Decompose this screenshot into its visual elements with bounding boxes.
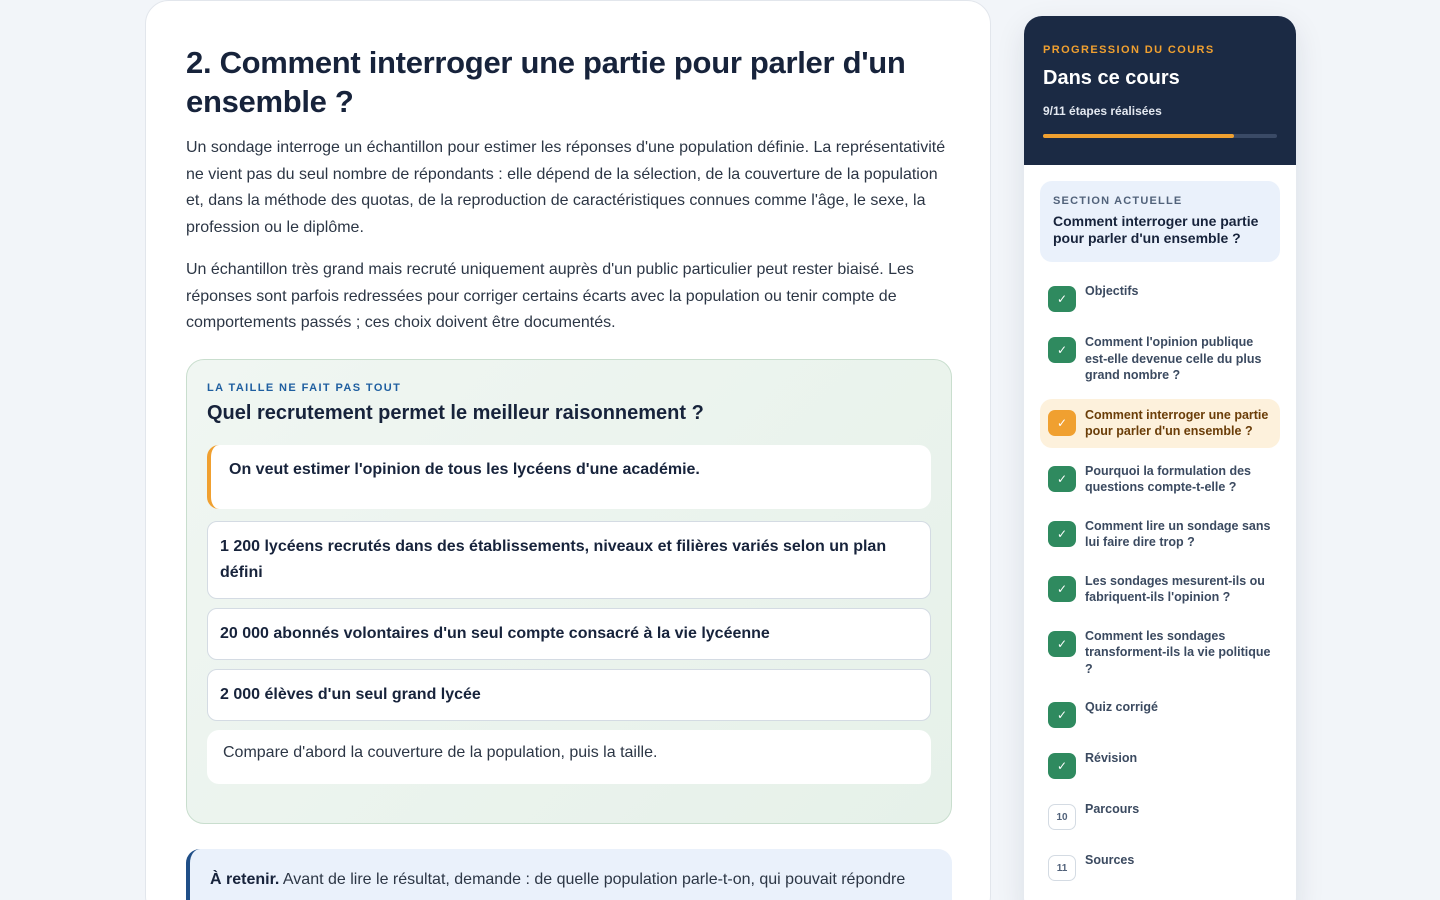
sidebar-step-label: Révision — [1085, 751, 1138, 765]
sidebar-step-7[interactable] — [1040, 621, 1280, 685]
sidebar-step-label: Les sondages mesurent-ils ou fabriquent-ils l'opinion ? — [1085, 573, 1265, 604]
sidebar-step-4[interactable] — [1040, 456, 1280, 503]
quiz-hint: Compare d'abord la couverture de la population, puis la taille. — [207, 730, 931, 784]
check-icon: ✓ — [1048, 576, 1076, 602]
lesson-card — [145, 0, 991, 900]
sidebar-step-label: Comment l'opinion publique est-elle devenue celle du plus grand nombre ? — [1085, 335, 1262, 382]
progress-bar — [1043, 134, 1277, 138]
sidebar-step-1[interactable] — [1040, 276, 1280, 319]
sidebar-step-label: Sources — [1085, 853, 1135, 867]
quiz-box — [186, 359, 952, 824]
current-section-kicker: SECTION ACTUELLE — [1053, 195, 1183, 207]
sidebar-kicker: PROGRESSION DU COURS — [1043, 44, 1215, 56]
check-icon: ✓ — [1048, 521, 1076, 547]
sidebar-title: Dans ce cours — [1043, 67, 1180, 89]
sidebar-step-9[interactable] — [1040, 743, 1280, 786]
quiz-question: Quel recrutement permet le meilleur raisonnement ? — [207, 401, 704, 424]
steps-list — [1040, 276, 1280, 888]
check-icon: ✓ — [1048, 702, 1076, 728]
paragraph-1: Un sondage interroge un échantillon pour estimer les réponses d'une population définie. La représentativité ne vient pas du seul nombre de répondants : elle dépend de la sélection, de la couverture de la population et, dans la méthode des quotas, de la reproduction de caractéristiques connues comme l'âge, le sexe, la profession ou le diplôme. — [186, 139, 946, 236]
sidebar-header — [1024, 16, 1296, 165]
sidebar-step-label: Comment lire un sondage sans lui faire dire trop ? — [1085, 518, 1271, 549]
sidebar-step-label: Objectifs — [1085, 284, 1139, 298]
sidebar-step-8[interactable] — [1040, 692, 1280, 735]
check-icon: ✓ — [1048, 631, 1076, 657]
sidebar-step-label: Parcours — [1085, 802, 1140, 816]
sidebar-step-label: Pourquoi la formulation des questions compte-t-elle ? — [1085, 463, 1251, 494]
sidebar-step-2[interactable] — [1040, 327, 1280, 391]
remember-label: À retenir. — [210, 870, 280, 888]
check-icon: ✓ — [1048, 410, 1076, 436]
quiz-scenario: On veut estimer l'opinion de tous les lycéens d'une académie. — [207, 445, 931, 509]
check-icon: ✓ — [1048, 466, 1076, 492]
section-title: 2. Comment interroger une partie pour parler d'un ensemble ? — [186, 45, 906, 119]
check-icon: ✓ — [1048, 337, 1076, 363]
sidebar-step-3[interactable] — [1040, 399, 1280, 448]
sidebar-step-label: Quiz corrigé — [1085, 700, 1158, 714]
remember-box — [186, 849, 952, 900]
quiz-option-1[interactable]: 1 200 lycéens recrutés dans des établissements, niveaux et filières variés selon un plan défini — [207, 521, 931, 599]
quiz-option-3[interactable]: 2 000 élèves d'un seul grand lycée — [207, 669, 931, 721]
quiz-option-2[interactable]: 20 000 abonnés volontaires d'un seul compte consacré à la vie lycéenne — [207, 608, 931, 660]
check-icon: ✓ — [1048, 753, 1076, 779]
paragraph-2: Un échantillon très grand mais recruté uniquement auprès d'un public particulier peut rester biaisé. Les réponses sont parfois redressées pour corriger certains écarts avec la population ou tenir compte de comportements passés ; ces choix doivent être documentés. — [186, 261, 914, 331]
step-number-badge: 10 — [1048, 804, 1076, 830]
quiz-kicker: LA TAILLE NE FAIT PAS TOUT — [207, 381, 402, 394]
current-section-card — [1040, 181, 1280, 262]
current-section-title: Comment interroger une partie pour parler d'un ensemble ? — [1053, 213, 1259, 246]
sidebar-step-label: Comment interroger une partie pour parler d'un ensemble ? — [1085, 407, 1269, 438]
sidebar-step-6[interactable] — [1040, 566, 1280, 613]
sidebar-step-10[interactable] — [1040, 794, 1280, 837]
course-sidebar — [1024, 16, 1296, 900]
check-icon: ✓ — [1048, 286, 1076, 312]
remember-text: Avant de lire le résultat, demande : de quelle population parle-t-on, qui pouvait répondre — [279, 870, 906, 888]
step-number-badge: 11 — [1048, 855, 1076, 881]
progress-fill — [1043, 134, 1234, 138]
sidebar-step-11[interactable] — [1040, 845, 1280, 888]
sidebar-step-label: Comment les sondages transforment-ils la vie politique ? — [1085, 628, 1271, 676]
sidebar-step-5[interactable] — [1040, 511, 1280, 558]
progress-text: 9/11 étapes réalisées — [1043, 104, 1162, 118]
